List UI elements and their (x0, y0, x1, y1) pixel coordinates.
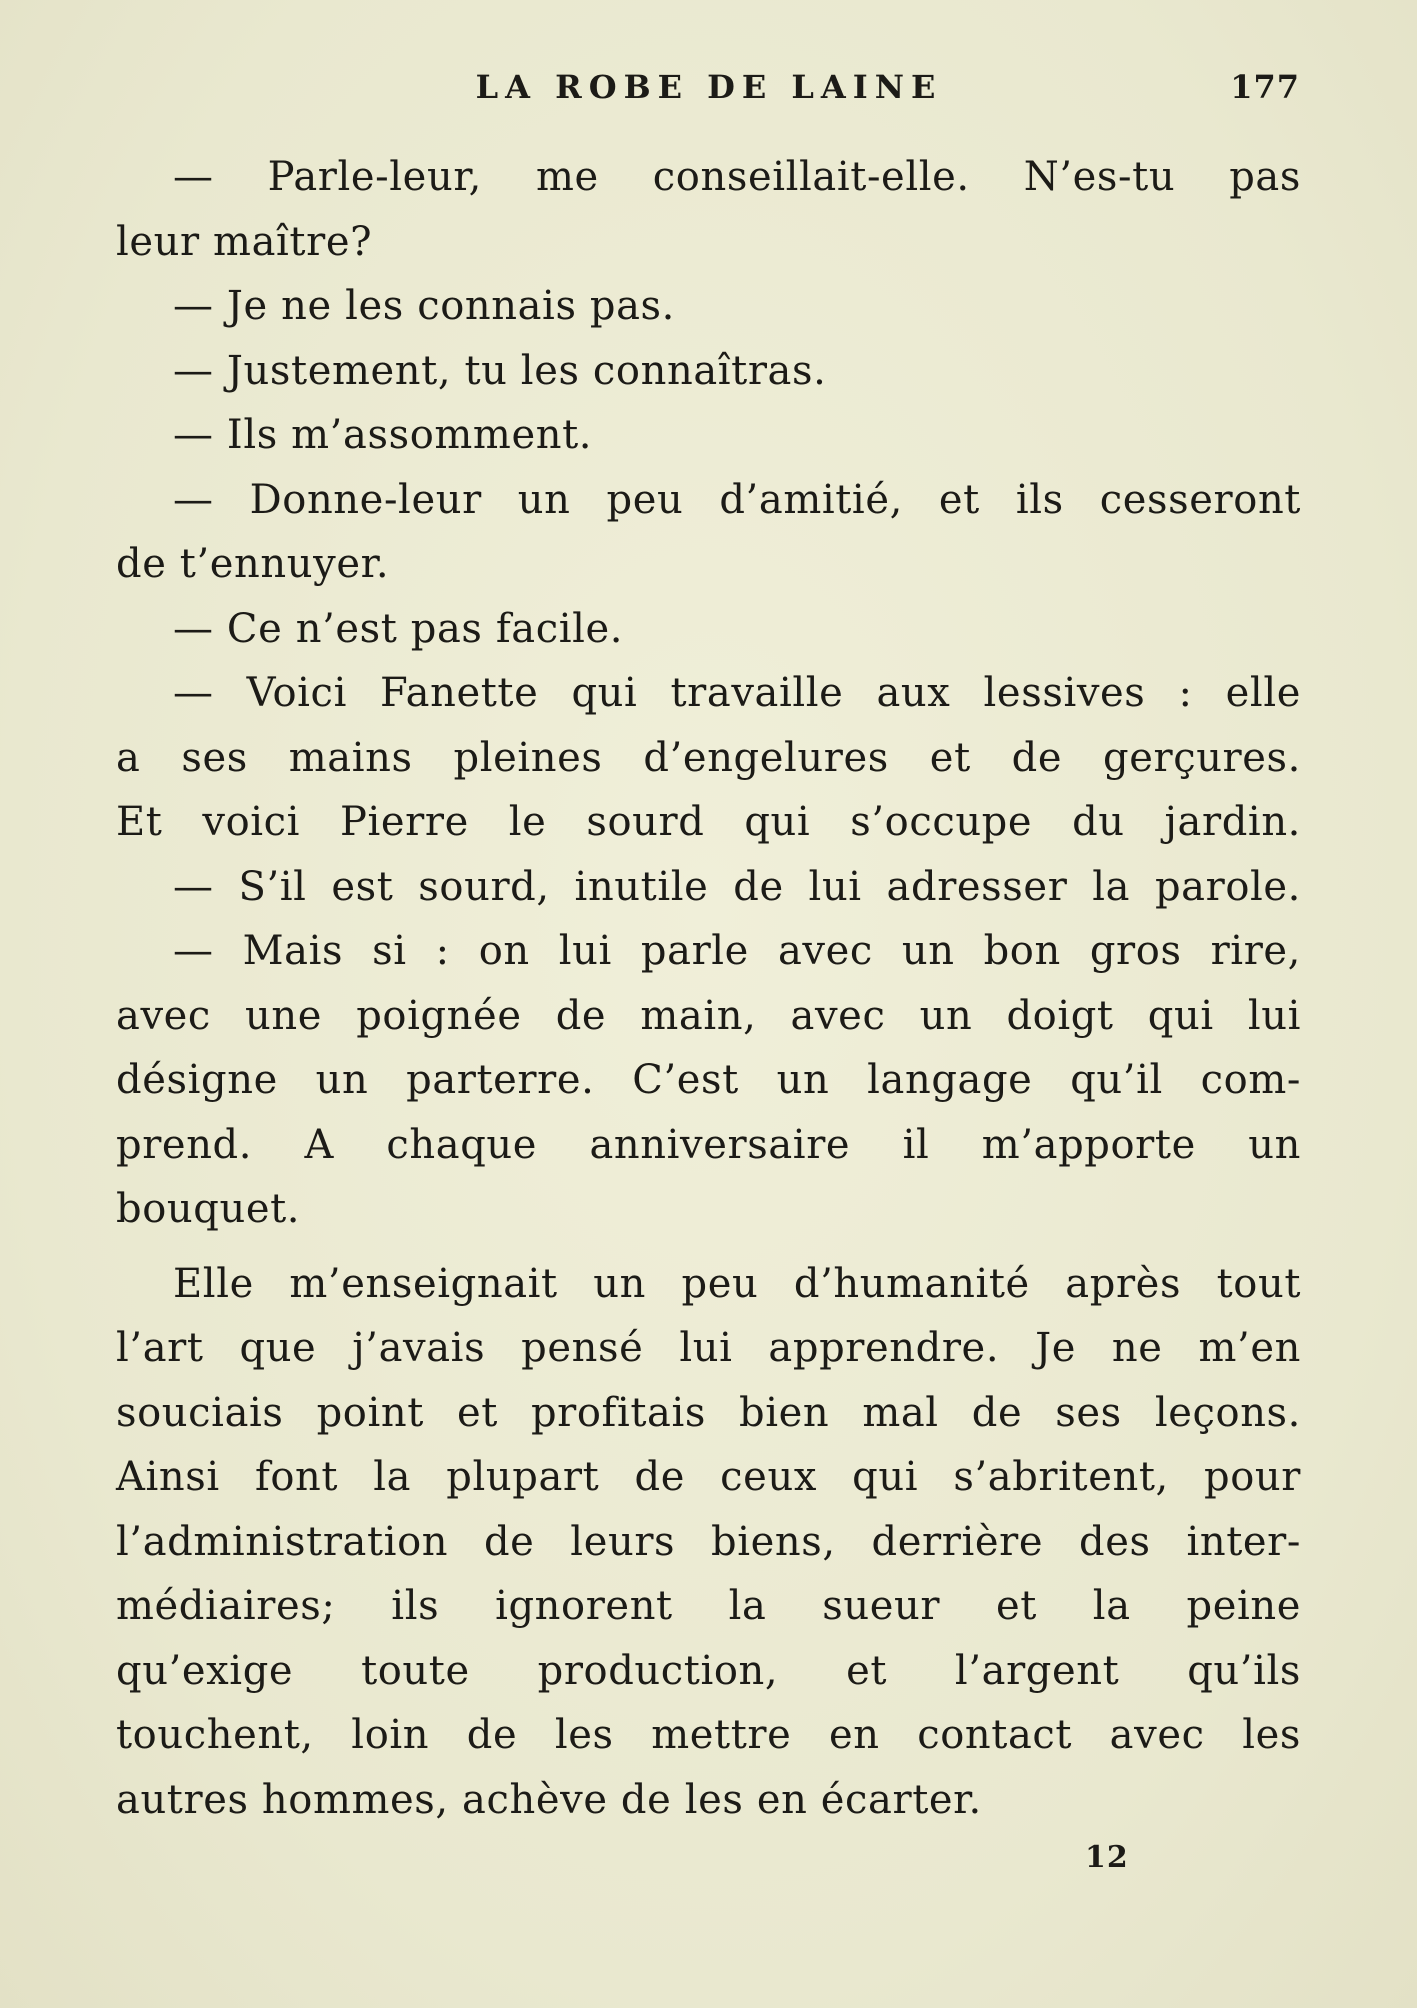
signature-mark: 12 (1085, 1840, 1129, 1875)
text-line: — Mais si : on lui parle avec un bon gros rire, (173, 928, 1301, 974)
text-line: touchent, loin de les mettre en contact avec les (116, 1712, 1301, 1758)
text-line: médiaires; ils ignorent la sueur et la peine (116, 1583, 1301, 1629)
text-line: Et voici Pierre le sourd qui s’occupe du jardin. (116, 799, 1301, 845)
text-line: — Ils m’assomment. (173, 412, 593, 458)
text-line: désigne un parterre. C’est un langage qu’il com- (116, 1057, 1301, 1103)
page-number: 177 (1230, 68, 1300, 106)
text-line: souciais point et profitais bien mal de ses leçons. (116, 1389, 1301, 1436)
text-line: — Voici Fanette qui travaille aux lessives : elle (173, 670, 1301, 716)
text-line: — Parle-leur, me conseillait-elle. N’es-tu pas (173, 154, 1301, 200)
text-line: avec une poignée de main, avec un doigt qui lui (116, 992, 1301, 1039)
text-line: — Justement, tu les connaîtras. (173, 347, 827, 394)
text-line: de t’ennuyer. (116, 541, 390, 587)
text-line: a ses mains pleines d’engelures et de gerçures. (116, 734, 1301, 781)
text-line: — Ce n’est pas facile. (173, 605, 624, 652)
text-line: l’art que j’avais pensé lui apprendre. Je ne m’en (116, 1325, 1301, 1371)
text-line: autres hommes, achève de les en écarter. (116, 1776, 982, 1823)
text-line: Ainsi font la plupart de ceux qui s’abritent, pour (116, 1454, 1301, 1500)
text-line: bouquet. (116, 1186, 301, 1232)
text-line: prend. A chaque anniversaire il m’apporte un (116, 1121, 1301, 1168)
body-text (116, 145, 1301, 1832)
page-header (118, 68, 1300, 118)
text-line: — S’il est sourd, inutile de lui adresser la parole. (173, 863, 1301, 910)
running-title: LA ROBE DE LAINE (475, 68, 943, 106)
text-line: Elle m’enseignait un peu d’humanité après tout (173, 1260, 1301, 1307)
text-line: qu’exige toute production, et l’argent qu’ils (116, 1647, 1301, 1694)
text-line: — Donne-leur un peu d’amitié, et ils cesseront (173, 476, 1301, 523)
text-line: — Je ne les connais pas. (173, 283, 675, 329)
text-line: leur maître? (116, 218, 373, 265)
text-line: l’administration de leurs biens, derrière des inter- (116, 1518, 1301, 1565)
